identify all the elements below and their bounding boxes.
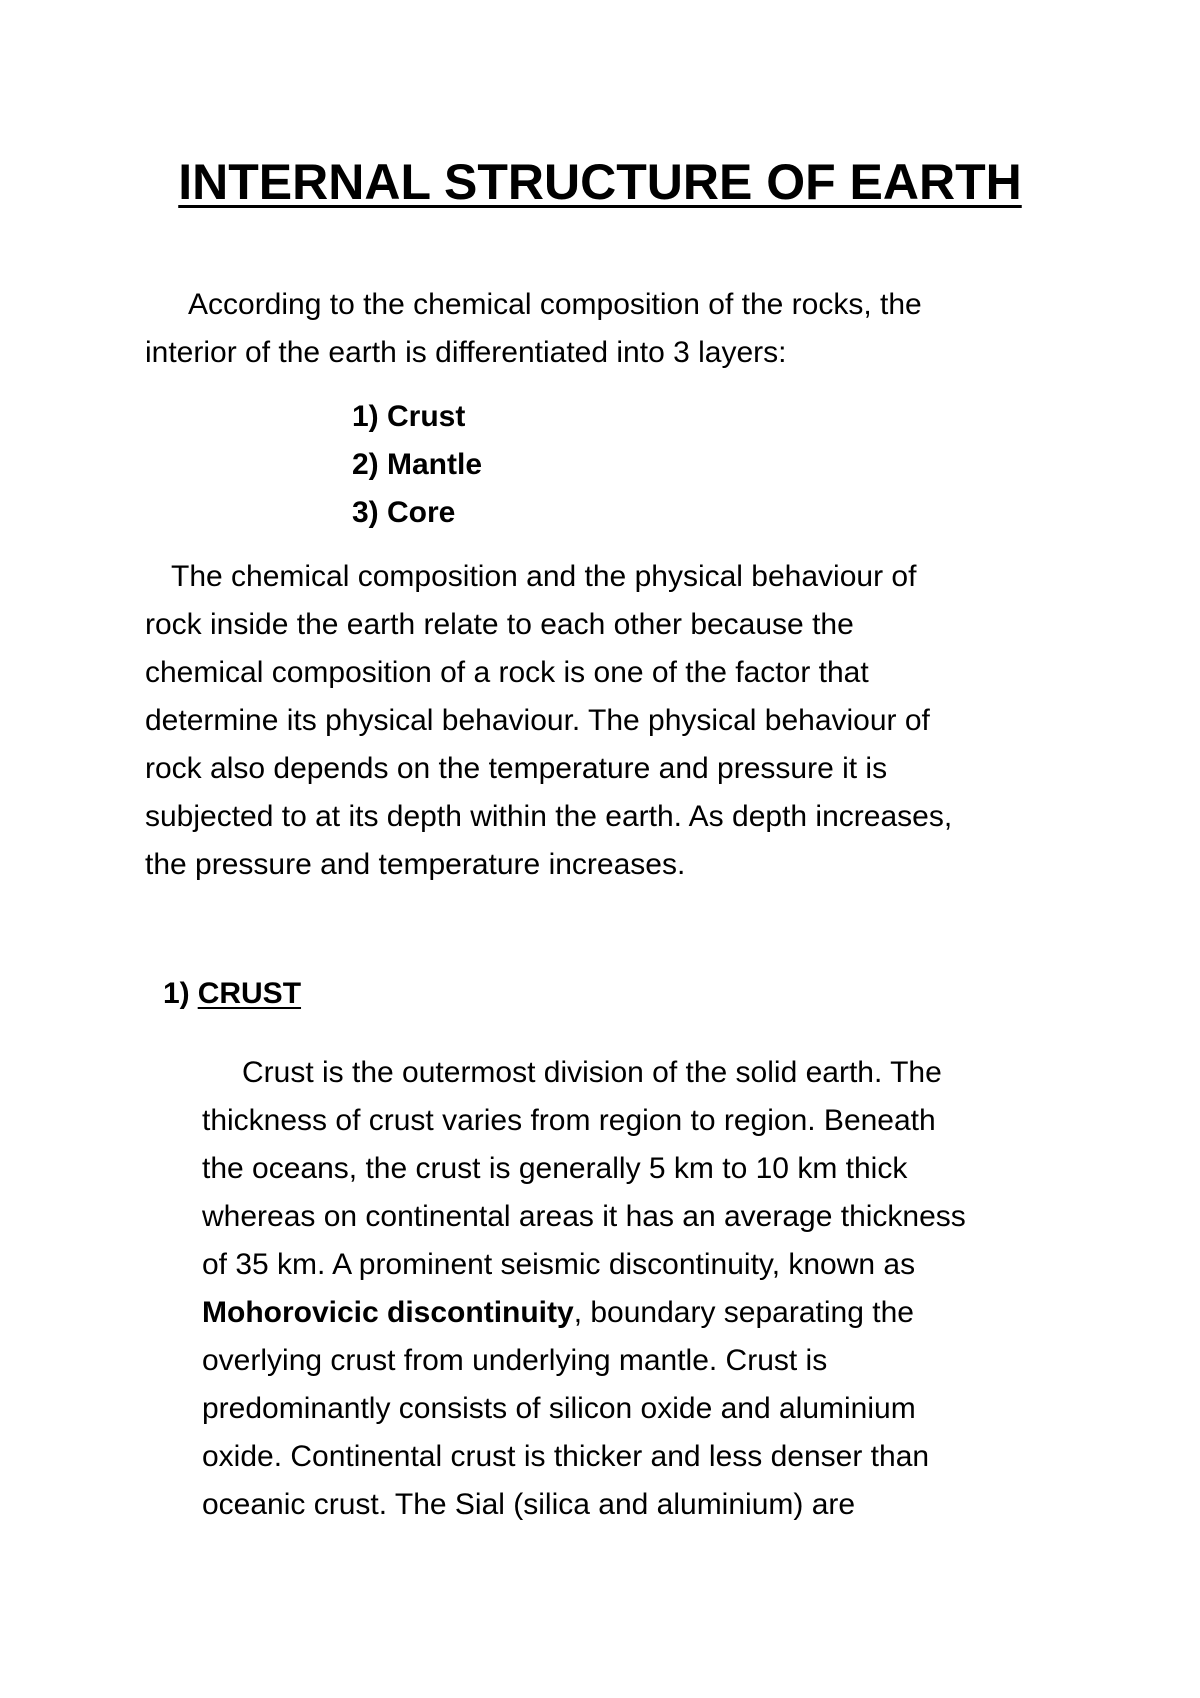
paragraph-line [202, 1289, 966, 1337]
section-number: 1) [163, 977, 190, 1010]
composition-paragraph [145, 553, 952, 889]
paragraph-line: thickness of crust varies from region to region. Beneath [202, 1104, 936, 1137]
layers-list [352, 393, 482, 537]
section-title: CRUST [197, 977, 302, 1010]
paragraph-line: overlying crust from underlying mantle. Crust is [202, 1344, 828, 1377]
paragraph-line: the oceans, the crust is generally 5 km to 10 km thick [202, 1152, 908, 1185]
paragraph-line: of 35 km. A prominent seismic discontinuity, known as [202, 1248, 916, 1281]
bold-term: Mohorovicic discontinuity [202, 1296, 574, 1329]
crust-section-heading [163, 970, 301, 1018]
paragraph-line: Crust is the outermost division of the solid earth. The [242, 1056, 942, 1089]
list-item-crust: 1) Crust [352, 400, 466, 433]
page-title [0, 152, 1200, 212]
paragraph-line: interior of the earth is differentiated into 3 layers: [145, 336, 787, 369]
paragraph-line: predominantly consists of silicon oxide and aluminium [202, 1392, 916, 1425]
paragraph-line: whereas on continental areas it has an average thickness [202, 1200, 966, 1233]
paragraph-line: The chemical composition and the physical behaviour of [171, 560, 917, 593]
page-title-text: INTERNAL STRUCTURE OF EARTH [178, 154, 1022, 210]
paragraph-line: oceanic crust. The Sial (silica and aluminium) are [202, 1488, 856, 1521]
line-rest: , boundary separating the [573, 1296, 914, 1329]
crust-paragraph [202, 1049, 966, 1529]
paragraph-line: chemical composition of a rock is one of the factor that [145, 656, 869, 689]
paragraph-line: subjected to at its depth within the earth. As depth increases, [145, 800, 953, 833]
intro-paragraph [145, 281, 922, 377]
paragraph-line: rock also depends on the temperature and pressure it is [145, 752, 888, 785]
list-item-mantle: 2) Mantle [352, 448, 483, 481]
paragraph-line: rock inside the earth relate to each other because the [145, 608, 854, 641]
paragraph-line: the pressure and temperature increases. [145, 848, 686, 881]
paragraph-line: According to the chemical composition of the rocks, the [188, 288, 922, 321]
paragraph-line: determine its physical behaviour. The physical behaviour of [145, 704, 930, 737]
paragraph-line: oxide. Continental crust is thicker and less denser than [202, 1440, 930, 1473]
list-item-core: 3) Core [352, 496, 456, 529]
